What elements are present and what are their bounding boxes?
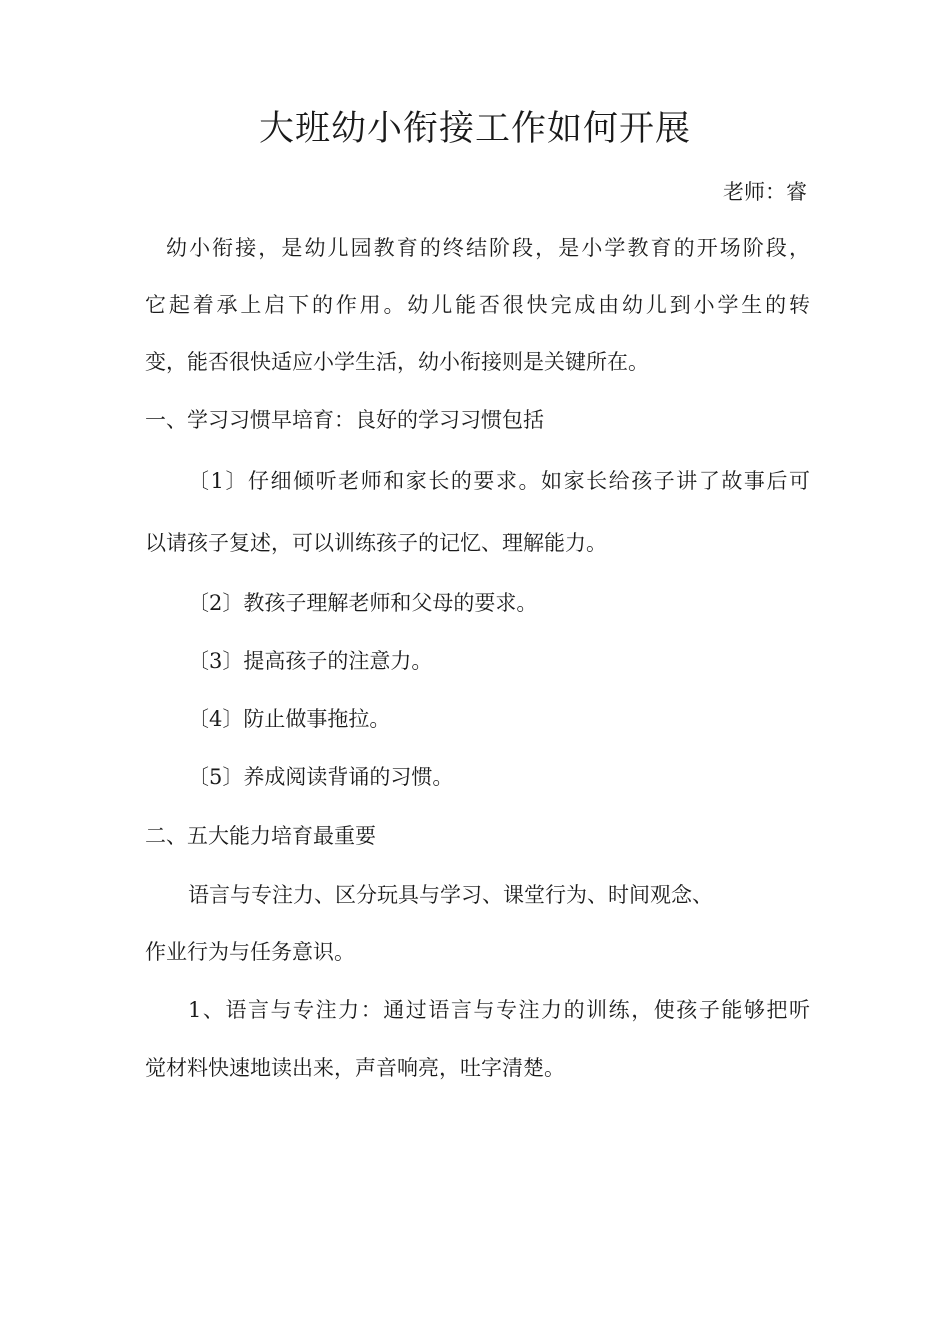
paragraph-line-3: 变，能否很快适应小学生活，幼小衔接则是关键所在。 [145,350,649,374]
ability-1-line-1: 1、语言与专注力：通过语言与专注力的训练，使孩子能够把听 [188,998,810,1022]
list-item-3: 〔3〕提高孩子的注意力。 [188,649,433,673]
paragraph-line-1: 幼小衔接，是幼儿园教育的终结阶段，是小学教育的开场阶段， [166,236,810,260]
abilities-line-1: 语言与专注力、区分玩具与学习、课堂行为、时间观念、 [188,883,713,907]
abilities-line-2: 作业行为与任务意识。 [145,940,355,964]
document-title: 大班幼小衔接工作如何开展 [258,109,691,149]
list-item-2: 〔2〕教孩子理解老师和父母的要求。 [188,591,538,615]
list-item-1-line-2: 以请孩子复述，可以训练孩子的记忆、理解能力。 [145,531,607,555]
list-item-1-line-1: 〔1〕仔细倾听老师和家长的要求。如家长给孩子讲了故事后可 [188,469,810,493]
section-heading-2: 二、五大能力培育最重要 [145,824,376,848]
section-heading-1: 一、学习习惯早培育：良好的学习习惯包括 [145,408,544,432]
ability-1-line-2: 觉材料快速地读出来，声音响亮，吐字清楚。 [145,1056,565,1080]
paragraph-line-2: 它起着承上启下的作用。幼儿能否很快完成由幼儿到小学生的转 [145,293,810,317]
author-line: 老师：睿 [723,180,807,204]
list-item-5: 〔5〕养成阅读背诵的习惯。 [188,765,454,789]
list-item-4: 〔4〕防止做事拖拉。 [188,707,391,731]
